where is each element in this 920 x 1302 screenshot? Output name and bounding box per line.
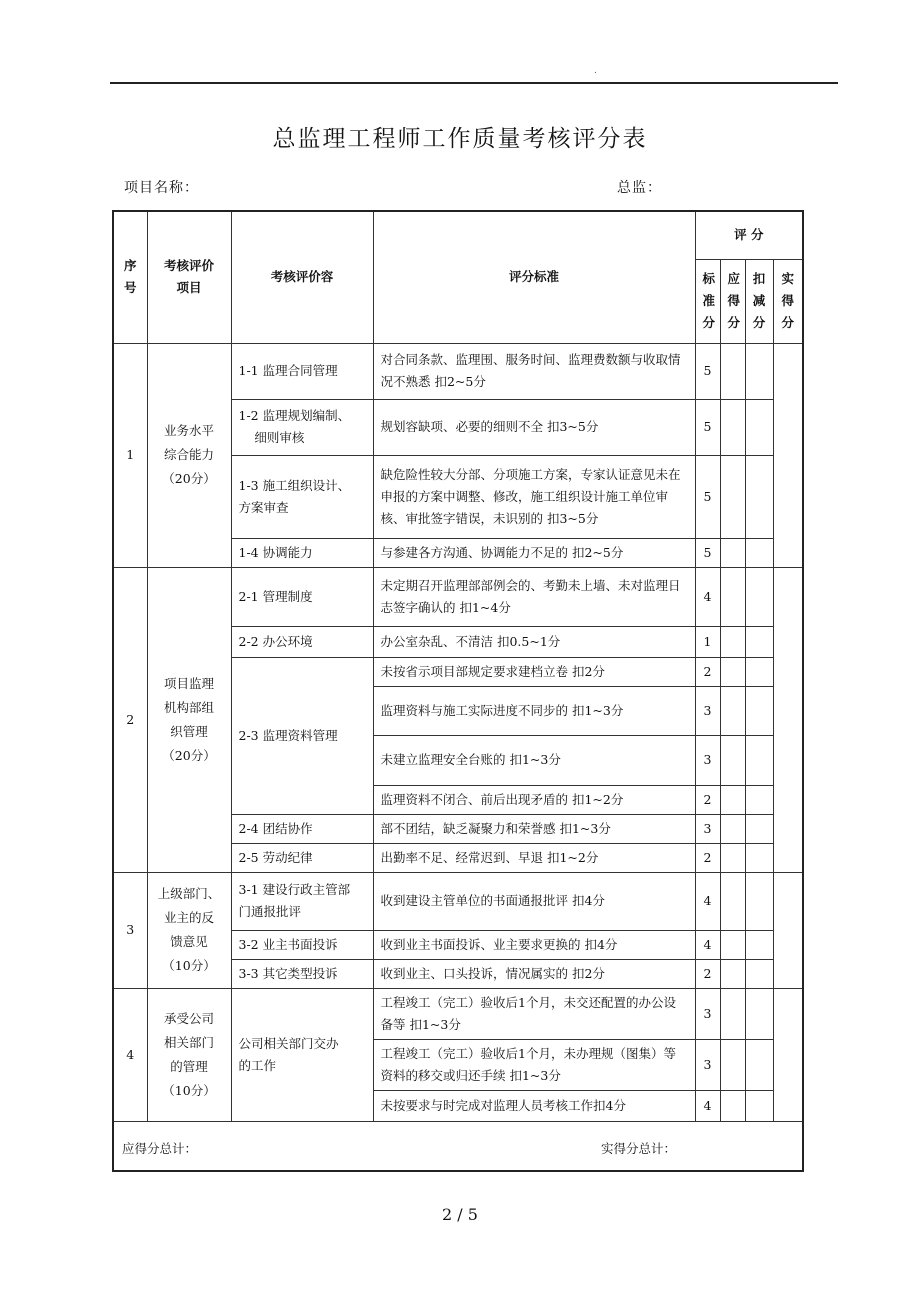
row-content: 2-1 管理制度 [231,567,373,626]
deduct-score-cell [745,1090,773,1121]
row-standard-score: 2 [695,959,720,988]
deduct-score-cell [745,959,773,988]
row-criteria: 规划容缺项、必要的细则不全 扣3~5分 [373,399,695,455]
should-score-cell [720,988,745,1039]
row-standard-score: 5 [695,538,720,567]
header-standard-score: 标 准 分 [695,259,720,343]
row-criteria: 办公室杂乱、不清洁 扣0.5~1分 [373,626,695,657]
group-item: 上级部门、 业主的反 馈意见 （10分） [147,872,231,988]
header-actual-score: 实 得 分 [773,259,803,343]
should-total-label: 应得分总计： [122,1140,198,1156]
actual-score-cell [773,567,803,872]
group-item: 承受公司 相关部门 的管理 （10分） [147,988,231,1121]
row-criteria: 监理资料与施工实际进度不同步的 扣1~3分 [373,686,695,735]
header-score-group: 评 分 [695,211,803,259]
deduct-score-cell [745,455,773,538]
should-score-cell [720,814,745,843]
row-standard-score: 3 [695,814,720,843]
project-name-label: 项目名称： [124,180,199,196]
header-content: 考核评价容 [231,211,373,343]
row-criteria: 工程竣工（完工）验收后1个月，未交还配置的办公设备等 扣1~3分 [373,988,695,1039]
should-score-cell [720,785,745,814]
actual-score-cell [773,343,803,567]
table-row [113,343,803,399]
deduct-score-cell [745,343,773,399]
deduct-score-cell [745,626,773,657]
page-number: 2 / 5 [442,1205,478,1224]
should-score-cell [720,1039,745,1090]
row-standard-score: 4 [695,1090,720,1121]
deduct-score-cell [745,988,773,1039]
row-criteria: 出勤率不足、经常迟到、早退 扣1~2分 [373,843,695,872]
row-criteria: 未定期召开监理部部例会的、考勤未上墙、未对监理日志签字确认的 扣1~4分 [373,567,695,626]
group-seq: 1 [113,343,147,567]
header-should-score: 应 得 分 [720,259,745,343]
row-content: 1-1 监理合同管理 [231,343,373,399]
row-standard-score: 1 [695,626,720,657]
should-score-cell [720,399,745,455]
row-content: 2-4 团结协作 [231,814,373,843]
row-criteria: 收到建设主管单位的书面通报批评 扣4分 [373,872,695,930]
row-criteria: 工程竣工（完工）验收后1个月，未办理规（图集）等资料的移交或归还手续 扣1~3分 [373,1039,695,1090]
deduct-score-cell [745,538,773,567]
actual-score-cell [773,872,803,988]
row-content: 公司相关部门交办 的工作 [231,988,373,1121]
header-item: 考核评价 项目 [147,211,231,343]
totals-cell [113,1121,803,1171]
row-standard-score: 3 [695,1039,720,1090]
row-standard-score: 2 [695,785,720,814]
row-standard-score: 5 [695,399,720,455]
should-score-cell [720,538,745,567]
row-standard-score: 4 [695,567,720,626]
should-score-cell [720,455,745,538]
actual-total-label: 实得分总计： [601,1140,677,1156]
row-standard-score: 5 [695,343,720,399]
row-criteria: 未建立监理安全台账的 扣1~3分 [373,735,695,785]
deduct-score-cell [745,814,773,843]
row-criteria: 未按省示项目部规定要求建档立卷 扣2分 [373,657,695,686]
totals-row [113,1121,803,1171]
group-seq: 3 [113,872,147,988]
row-standard-score: 4 [695,930,720,959]
should-score-cell [720,930,745,959]
deduct-score-cell [745,399,773,455]
evaluation-table [112,210,804,1172]
header-rule [110,82,838,84]
row-content: 2-3 监理资料管理 [231,657,373,814]
row-standard-score: 3 [695,988,720,1039]
row-content: 3-1 建设行政主管部 门通报批评 [231,872,373,930]
deduct-score-cell [745,872,773,930]
row-content: 1-2 监理规划编制、 细则审核 [231,399,373,455]
should-score-cell [720,657,745,686]
deduct-score-cell [745,843,773,872]
row-standard-score: 2 [695,843,720,872]
should-score-cell [720,686,745,735]
should-score-cell [720,872,745,930]
row-content: 1-4 协调能力 [231,538,373,567]
should-score-cell [720,959,745,988]
row-content: 2-2 办公环境 [231,626,373,657]
group-seq: 4 [113,988,147,1121]
row-criteria: 与参建各方沟通、协调能力不足的 扣2~5分 [373,538,695,567]
header-deduct-score: 扣 减 分 [745,259,773,343]
should-score-cell [720,843,745,872]
row-standard-score: 3 [695,686,720,735]
row-criteria: 未按要求与时完成对监理人员考核工作扣4分 [373,1090,695,1121]
row-standard-score: 5 [695,455,720,538]
row-criteria: 部不团结，缺乏凝聚力和荣誉感 扣1~3分 [373,814,695,843]
deduct-score-cell [745,735,773,785]
row-criteria: 收到业主、口头投诉，情况属实的 扣2分 [373,959,695,988]
should-score-cell [720,567,745,626]
deduct-score-cell [745,686,773,735]
header-dot: . [594,66,597,76]
row-content: 1-3 施工组织设计、 方案审查 [231,455,373,538]
director-label: 总监： [617,180,662,196]
header-criteria: 评分标准 [373,211,695,343]
should-score-cell [720,343,745,399]
row-criteria: 对合同条款、监理围、服务时间、监理费数额与收取情况不熟悉 扣2~5分 [373,343,695,399]
deduct-score-cell [745,657,773,686]
actual-score-cell [773,988,803,1121]
group-seq: 2 [113,567,147,872]
table-row [113,988,803,1039]
deduct-score-cell [745,1039,773,1090]
row-content: 2-5 劳动纪律 [231,843,373,872]
header-seq: 序 号 [113,211,147,343]
deduct-score-cell [745,785,773,814]
page-title: 总监理工程师工作质量考核评分表 [272,126,648,152]
header-row [113,211,803,259]
row-content: 3-3 其它类型投诉 [231,959,373,988]
table-row [113,567,803,626]
deduct-score-cell [745,930,773,959]
row-standard-score: 3 [695,735,720,785]
group-item: 项目监理 机构部组 织管理 （20分） [147,567,231,872]
row-content: 3-2 业主书面投诉 [231,930,373,959]
should-score-cell [720,735,745,785]
table-row [113,872,803,930]
should-score-cell [720,626,745,657]
should-score-cell [720,1090,745,1121]
deduct-score-cell [745,567,773,626]
row-criteria: 缺危险性较大分部、分项施工方案，专家认证意见未在申报的方案中调整、修改，施工组织设计施工单位审核、审批签字错误，未识别的 扣3~5分 [373,455,695,538]
row-standard-score: 4 [695,872,720,930]
row-standard-score: 2 [695,657,720,686]
row-criteria: 监理资料不闭合、前后出现矛盾的 扣1~2分 [373,785,695,814]
group-item: 业务水平 综合能力 （20分） [147,343,231,567]
row-criteria: 收到业主书面投诉、业主要求更换的 扣4分 [373,930,695,959]
